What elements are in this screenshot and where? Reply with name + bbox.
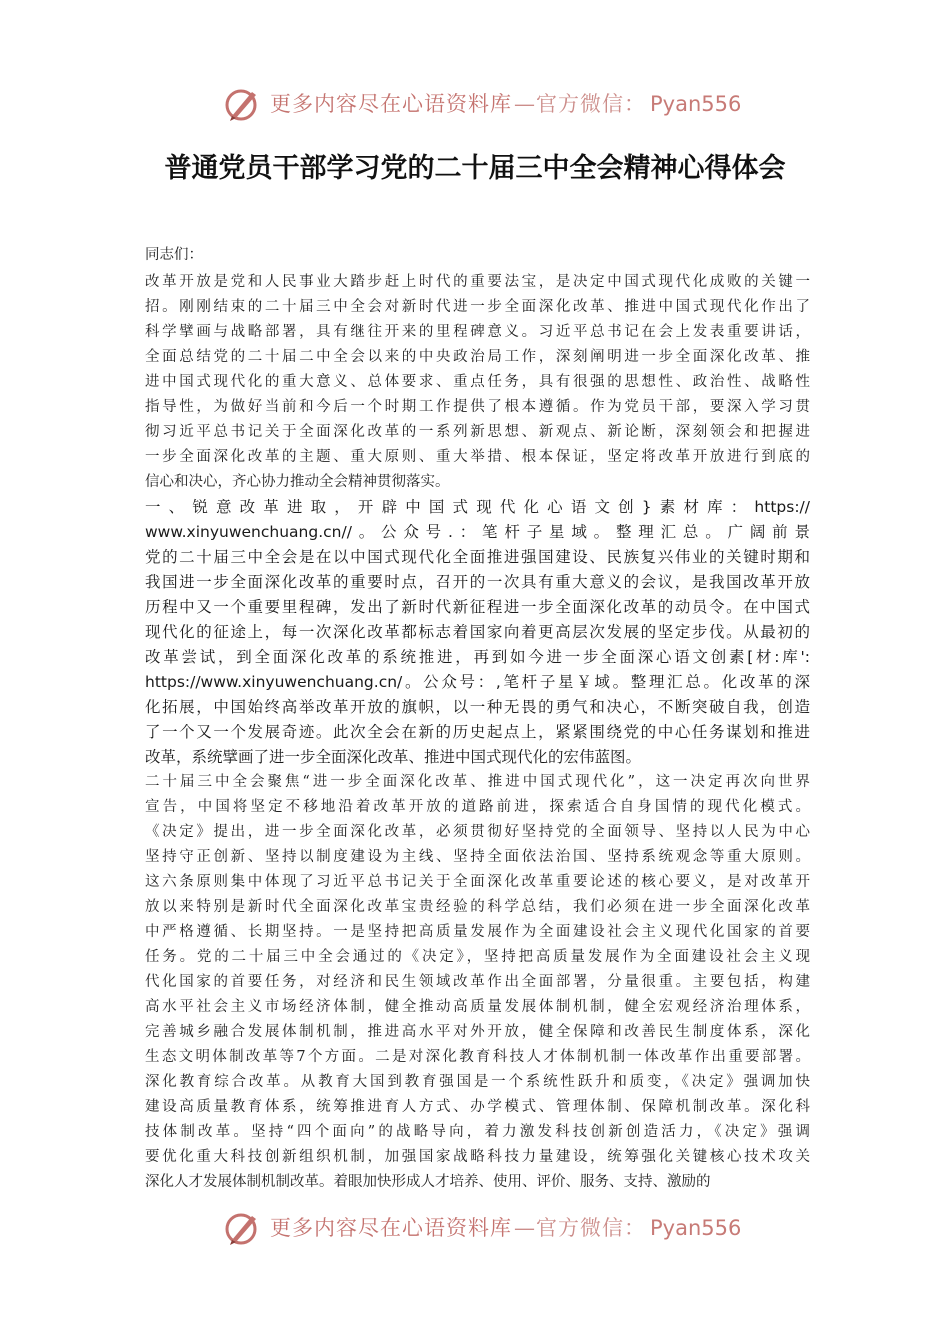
watermark-sub: —官方微信： bbox=[514, 1216, 646, 1240]
paragraph-line: 完善城乡融合发展体制机制，推进高水平对外开放，健全保障和改善民生制度体系，深化 bbox=[145, 1024, 810, 1040]
paragraph-line: 招。刚刚结束的二十届三中全会对新时代进一步全面深化改革、推进中国式现代化作出了 bbox=[145, 299, 810, 315]
paragraph-line: https://www.xinyuwenchuang.cn/。公众号：,笔杆子星￥域。整理汇总。化改革的深 bbox=[145, 673, 810, 691]
watermark-main: 更多内容尽在心语资料库 bbox=[270, 92, 512, 116]
watermark-text bbox=[270, 1214, 741, 1242]
paragraph-line: 彻习近平总书记关于全面深化改革的一系列新思想、新观点、新论断，深刻领会和把握进 bbox=[145, 424, 810, 440]
paragraph-line: 生态文明体制改革等7个方面。二是对深化教育科技人才体制机制一体改革作出重要部署。 bbox=[145, 1049, 810, 1065]
paragraph-line: 放以来特别是新时代全面深化改革宝贵经验的科学总结，我们必须在进一步全面深化改革 bbox=[145, 899, 810, 915]
pen-logo-icon bbox=[222, 1210, 264, 1246]
watermark-main: 更多内容尽在心语资料库 bbox=[270, 1216, 512, 1240]
greeting: 同志们： bbox=[145, 247, 203, 263]
watermark-banner-top bbox=[0, 82, 950, 126]
paragraph-line: 信心和决心，齐心协力推动全会精神贯彻落实。 bbox=[145, 474, 450, 490]
watermark-text bbox=[270, 90, 741, 118]
paragraph-line: 技体制改革。坚持“四个面向”的战略导向，着力激发科技创新创造活力，《决定》强调 bbox=[145, 1124, 810, 1140]
paragraph-line: 党的二十届三中全会是在以中国式现代化全面推进强国建设、民族复兴伟业的关键时期和 bbox=[145, 548, 810, 566]
paragraph-line: 中严格遵循、长期坚持。一是坚持把高质量发展作为全面建设社会主义现代化国家的首要 bbox=[145, 924, 810, 940]
paragraph-line: 宣告，中国将坚定不移地沿着改革开放的道路前进，探索适合自身国情的现代化模式。 bbox=[145, 799, 810, 815]
paragraph-line: 要优化重大科技创新组织机制，加强国家战略科技力量建设，统筹强化关键核心技术攻关 bbox=[145, 1149, 810, 1165]
document-body bbox=[145, 243, 810, 1195]
watermark-wechat-id: Pyan556 bbox=[650, 1216, 742, 1240]
paragraph-line: 改革尝试，到全面深化改革的系统推进，再到如今进一步全面深心语文创素[材:库': bbox=[145, 648, 810, 666]
paragraph-line: 坚持守正创新、坚持以制度建设为主线、坚持全面依法治国、坚持系统观念等重大原则。 bbox=[145, 849, 810, 865]
paragraph-line: 《决定》提出，进一步全面深化改革，必须贯彻好坚持党的全面领导、坚持以人民为中心 bbox=[145, 824, 810, 840]
paragraph-line: 科学擘画与战略部署，具有继往开来的里程碑意义。习近平总书记在会上发表重要讲话， bbox=[145, 324, 810, 340]
paragraph-line: 指导性，为做好当前和今后一个时期工作提供了根本遵循。作为党员干部，要深入学习贯 bbox=[145, 399, 810, 415]
paragraph-line: 历程中又一个重要里程碑，发出了新时代新征程进一步全面深化改革的动员令。在中国式 bbox=[145, 598, 810, 616]
paragraph-line: 任务。党的二十届三中全会通过的《决定》，坚持把高质量发展作为全面建设社会主义现 bbox=[145, 949, 810, 965]
paragraph-line: 高水平社会主义市场经济体制，健全推动高质量发展体制机制，健全宏观经济治理体系， bbox=[145, 999, 810, 1015]
paragraph-line: 现代化的征途上，每一次深化改革都标志着国家向着更高层次发展的坚定步伐。从最初的 bbox=[145, 623, 810, 641]
paragraph-line: 全面总结党的二十届二中全会以来的中央政治局工作，深刻阐明进一步全面深化改革、推 bbox=[145, 349, 810, 365]
paragraph-line: 改革开放是党和人民事业大踏步赶上时代的重要法宝，是决定中国式现代化成败的关键一 bbox=[145, 274, 810, 290]
paragraph-line: www.xinyuwenchuang.cn//。公众号.：笔杆子星域。整理汇总。广阔前景 bbox=[145, 523, 810, 541]
paragraph bbox=[145, 495, 810, 770]
paragraph-line: 化拓展，中国始终高举改革开放的旗帜，以一种无畏的勇气和决心，不断突破自我，创造 bbox=[145, 698, 810, 716]
paragraph-line: 了一个又一个发展奇迹。此次全会在新的历史起点上，紧紧围绕党的中心任务谋划和推进 bbox=[145, 723, 810, 741]
document-title: 普通党员干部学习党的二十届三中全会精神心得体会 bbox=[164, 153, 786, 184]
paragraph-line: 深化人才发展体制机制改革。着眼加快形成人才培养、使用、评价、服务、支持、激励的 bbox=[145, 1174, 711, 1190]
paragraph-line: 代化国家的首要任务，对经济和民生领域改革作出全面部署，分量很重。主要包括，构建 bbox=[145, 974, 810, 990]
watermark-wechat-id: Pyan556 bbox=[650, 92, 742, 116]
paragraph-line: 这六条原则集中体现了习近平总书记关于全面深化改革重要论述的核心要义，是对改革开 bbox=[145, 874, 810, 890]
watermark-banner-bottom bbox=[0, 1206, 950, 1250]
paragraph-line: 一步全面深化改革的主题、重大原则、重大举措、根本保证，坚定将改革开放进行到底的 bbox=[145, 449, 810, 465]
paragraph-line: 建设高质量教育体系，统筹推进育人方式、办学模式、管理体制、保障机制改革。深化科 bbox=[145, 1099, 810, 1115]
pen-logo-icon bbox=[222, 86, 264, 122]
paragraph-line: 改革，系统擘画了进一步全面深化改革、推进中国式现代化的宏伟蓝图。 bbox=[145, 748, 642, 766]
paragraph-line: 进中国式现代化的重大意义、总体要求、重点任务，具有很强的思想性、政治性、战略性 bbox=[145, 374, 810, 390]
paragraph bbox=[145, 770, 810, 1195]
paragraph bbox=[145, 270, 810, 495]
paragraph-line: 一、锐意改革进取，开辟中国式现代化心语文创}素材库：https:// bbox=[145, 498, 810, 516]
paragraph-line: 深化教育综合改革。从教育大国到教育强国是一个系统性跃升和质变，《决定》强调加快 bbox=[145, 1074, 810, 1090]
paragraph-line: 我国进一步全面深化改革的重要时点，召开的一次具有重大意义的会议，是我国改革开放 bbox=[145, 573, 810, 591]
paragraph-container bbox=[145, 270, 810, 1195]
paragraph-line: 二十届三中全会聚焦“进一步全面深化改革、推进中国式现代化”，这一决定再次向世界 bbox=[145, 774, 810, 790]
watermark-sub: —官方微信： bbox=[514, 92, 646, 116]
